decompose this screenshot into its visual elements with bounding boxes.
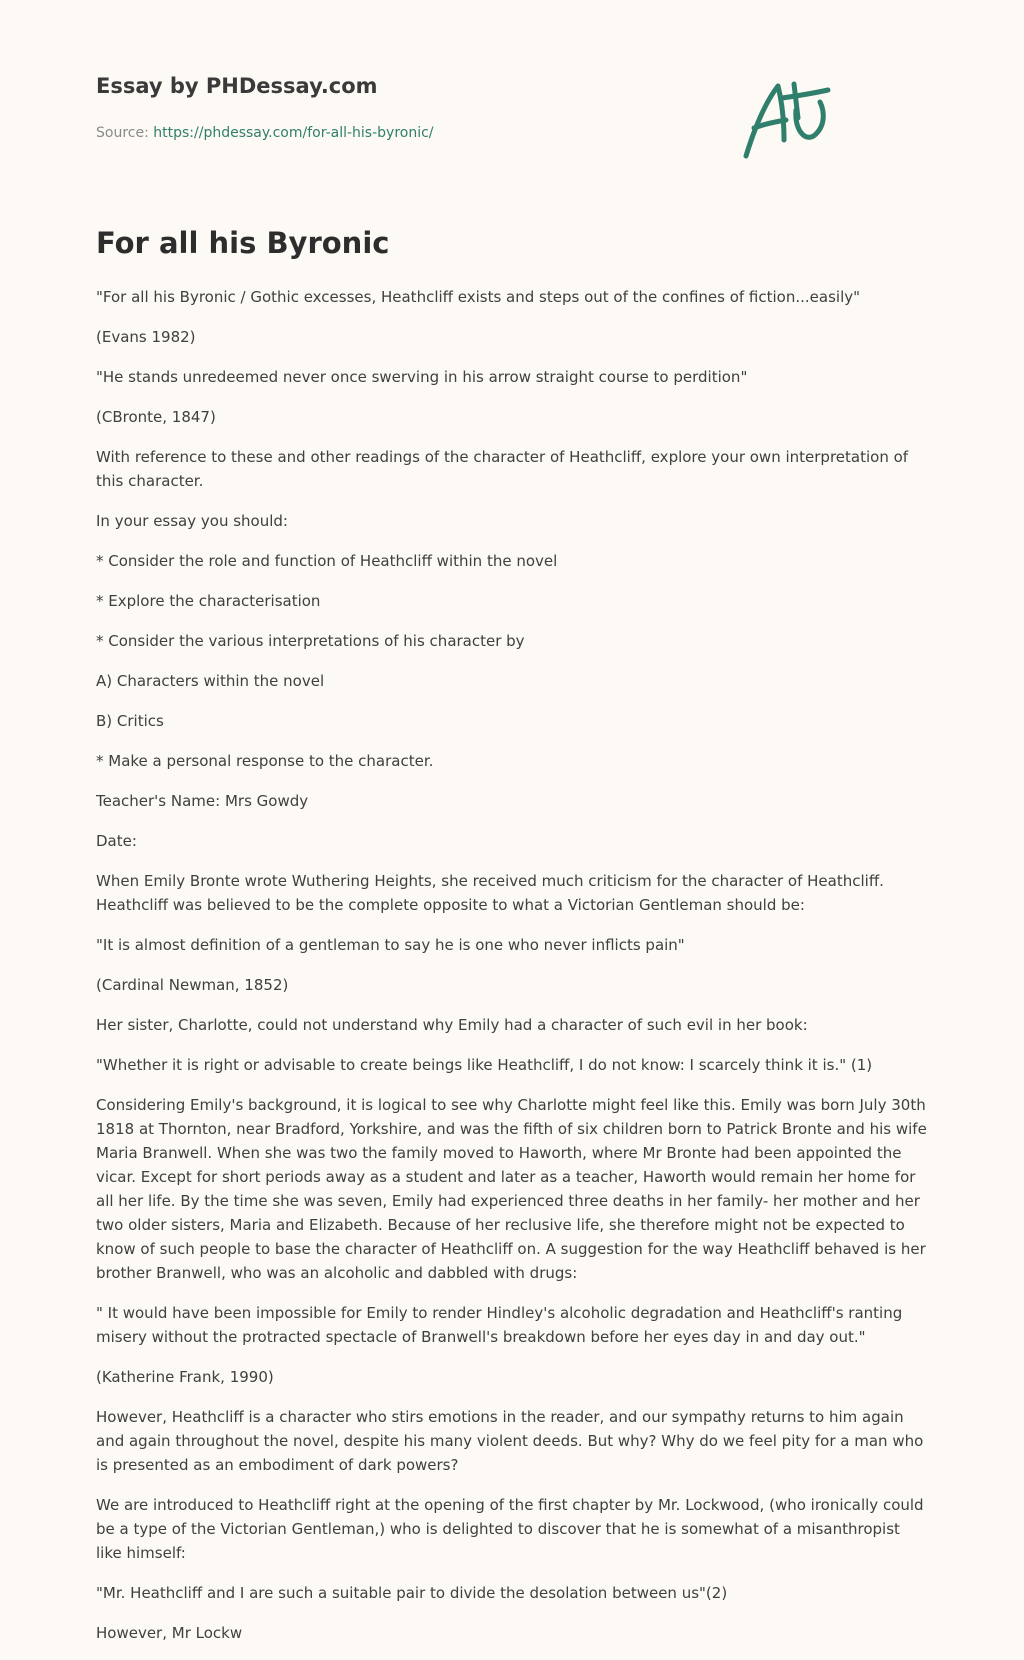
essay-body (96, 285, 928, 1645)
essay-paragraph: A) Characters within the novel (96, 671, 325, 690)
source-line (96, 125, 434, 141)
page-header (96, 0, 928, 200)
essay-paragraph: Her sister, Charlotte, could not understand why Emily had a character of such evil in her book: (96, 1015, 808, 1034)
essay-paragraph: Date: (96, 831, 137, 850)
essay-paragraph: B) Critics (96, 711, 164, 730)
essay-paragraph: However, Heathcliff is a character who stirs emotions in the reader, and our sympathy returns to him again and again throughout the novel, despite his many violent deeds. But why? Why do we feel pity for a man who is presented as an embodiment of dark powers? (96, 1407, 924, 1474)
essay-paragraph: However, Mr Lockw (96, 1623, 243, 1642)
essay-paragraph: * Consider the role and function of Heathcliff within the novel (96, 551, 558, 570)
essay-paragraph: "For all his Byronic / Gothic excesses, Heathcliff exists and steps out of the confines of fiction...easily" (96, 287, 861, 306)
essay-paragraph: In your essay you should: (96, 511, 288, 530)
brand-title: Essay by PHDessay.com (96, 74, 378, 98)
source-label: Source: (96, 125, 154, 141)
essay-paragraph: (Evans 1982) (96, 327, 196, 346)
essay-paragraph: (Cardinal Newman, 1852) (96, 975, 289, 994)
essay-paragraph: "It is almost definition of a gentleman to say he is one who never inflicts pain" (96, 935, 685, 954)
essay-paragraph: When Emily Bronte wrote Wuthering Heights, she received much criticism for the character of Heathcliff. Heathcliff was believed to be the complete opposite to what a Victorian Gentleman should be: (96, 871, 884, 914)
essay-paragraph: * Make a personal response to the character. (96, 751, 434, 770)
essay-paragraph: Considering Emily's background, it is logical to see why Charlotte might feel like this. Emily was born July 30th 1818 at Thornton, near Bradford, Yorkshire, and was the fifth of six children born to Patrick Bronte and his wife Maria Branwell. When she was two the family moved to Haworth, where Mr Bronte had been appointed the vicar. Except for short periods away as a student and later as a teacher, Haworth would remain her home for all her life. By the time she was seven, Emily had experienced three deaths in her family- her mother and her two older sisters, Maria and Elizabeth. Because of her reclusive life, she therefore might not be expected to know of such people to base the character of Heathcliff on. A suggestion for the way Heathcliff behaved is her brother Branwell, who was an alcoholic and dabbled with drugs: (96, 1095, 927, 1282)
essay-paragraph: "Whether it is right or advisable to create beings like Heathcliff, I do not know: I scarcely think it is." (1) (96, 1055, 873, 1074)
essay-paragraph: We are introduced to Heathcliff right at the opening of the first chapter by Mr. Lockwood, (who ironically could be a type of the Victorian Gentleman,) who is delighted to discover that he is somewhat of a misanthropist like himself: (96, 1495, 924, 1562)
essay-paragraph: * Explore the characterisation (96, 591, 321, 610)
a-plus-logo-icon (736, 68, 836, 164)
essay-paragraph: (Katherine Frank, 1990) (96, 1367, 274, 1386)
essay-paragraph: Teacher's Name: Mrs Gowdy (96, 791, 309, 810)
essay-paragraph: " It would have been impossible for Emily to render Hindley's alcoholic degradation and Heathcliff's ranting misery without the protracted spectacle of Branwell's breakdown before her eyes day in and day out." (96, 1303, 903, 1346)
essay-title: For all his Byronic (96, 226, 390, 260)
essay-paragraph: "He stands unredeemed never once swerving in his arrow straight course to perdition" (96, 367, 748, 386)
source-link[interactable]: https://phdessay.com/for-all-his-byronic/ (153, 125, 434, 141)
essay-paragraph: "Mr. Heathcliff and I are such a suitable pair to divide the desolation between us"(2) (96, 1583, 728, 1602)
essay-paragraph: (CBronte, 1847) (96, 407, 216, 426)
essay-paragraph: * Consider the various interpretations of his character by (96, 631, 525, 650)
essay-paragraph: With reference to these and other readings of the character of Heathcliff, explore your own interpretation of this character. (96, 447, 909, 490)
